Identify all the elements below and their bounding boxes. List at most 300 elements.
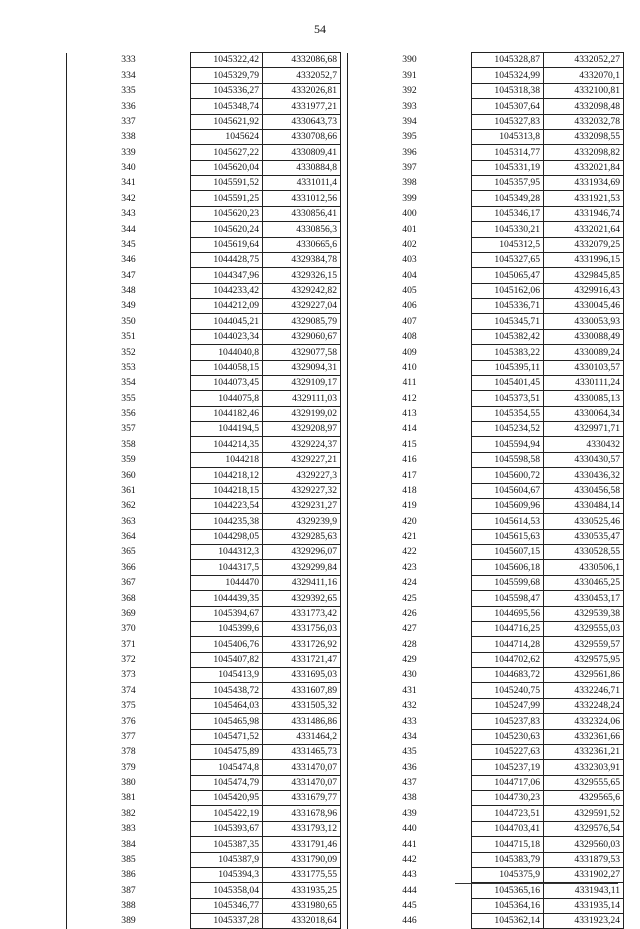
x-coordinate-cell: 1045420,95 <box>191 791 263 806</box>
point-number-cell: 439 <box>348 806 472 821</box>
x-coordinate-cell: 1044715,18 <box>472 837 544 852</box>
table-row <box>67 867 341 882</box>
point-number-cell: 373 <box>67 668 191 683</box>
x-coordinate-cell: 1044223,54 <box>191 498 263 513</box>
x-coordinate-cell: 1045327,83 <box>472 114 544 129</box>
x-coordinate-cell: 1045465,98 <box>191 714 263 729</box>
table-row <box>348 391 624 406</box>
x-coordinate-cell: 1045387,35 <box>191 837 263 852</box>
y-coordinate-cell: 4332098,82 <box>544 145 624 160</box>
table-row <box>67 191 341 206</box>
x-coordinate-cell: 1044218,12 <box>191 468 263 483</box>
point-number-cell: 394 <box>348 114 472 129</box>
x-coordinate-cell: 1045591,52 <box>191 176 263 191</box>
table-row <box>67 222 341 237</box>
x-coordinate-cell: 1045627,22 <box>191 145 263 160</box>
y-coordinate-cell: 4330103,57 <box>544 360 624 375</box>
y-coordinate-cell: 4331470,07 <box>263 760 341 775</box>
x-coordinate-cell: 1045336,27 <box>191 83 263 98</box>
point-number-cell: 438 <box>348 791 472 806</box>
table-row <box>348 837 624 852</box>
y-coordinate-cell: 4329227,04 <box>263 299 341 314</box>
table-row <box>67 452 341 467</box>
x-coordinate-cell: 1045162,06 <box>472 283 544 298</box>
point-number-cell: 425 <box>348 591 472 606</box>
point-number-cell: 397 <box>348 160 472 175</box>
x-coordinate-cell: 1044716,25 <box>472 621 544 636</box>
point-number-cell: 432 <box>348 698 472 713</box>
y-coordinate-cell: 4330809,41 <box>263 145 341 160</box>
point-number-cell: 368 <box>67 591 191 606</box>
point-number-cell: 378 <box>67 744 191 759</box>
y-coordinate-cell: 4329561,86 <box>544 668 624 683</box>
y-coordinate-cell: 4332032,78 <box>544 114 624 129</box>
y-coordinate-cell: 4330856,3 <box>263 222 341 237</box>
y-coordinate-cell: 4330465,25 <box>544 575 624 590</box>
point-number-cell: 418 <box>348 483 472 498</box>
x-coordinate-cell: 1045600,72 <box>472 468 544 483</box>
coordinates-table-right <box>347 52 624 929</box>
point-number-cell: 424 <box>348 575 472 590</box>
y-coordinate-cell: 4330436,32 <box>544 468 624 483</box>
point-number-cell: 401 <box>348 222 472 237</box>
y-coordinate-cell: 4331012,56 <box>263 191 341 206</box>
x-coordinate-cell: 1045336,71 <box>472 299 544 314</box>
x-coordinate-cell: 1045358,04 <box>191 883 263 898</box>
point-number-cell: 403 <box>348 252 472 267</box>
x-coordinate-cell: 1045234,52 <box>472 422 544 437</box>
x-coordinate-cell: 1045598,58 <box>472 452 544 467</box>
table-row <box>67 575 341 590</box>
y-coordinate-cell: 4329239,9 <box>263 514 341 529</box>
table-row <box>348 129 624 144</box>
point-number-cell: 409 <box>348 345 472 360</box>
y-coordinate-cell: 4329559,57 <box>544 637 624 652</box>
point-number-cell: 441 <box>348 837 472 852</box>
y-coordinate-cell: 4329296,07 <box>263 545 341 560</box>
y-coordinate-cell: 4331756,03 <box>263 621 341 636</box>
point-number-cell: 345 <box>67 237 191 252</box>
x-coordinate-cell: 1045387,9 <box>191 852 263 867</box>
point-number-cell: 398 <box>348 176 472 191</box>
x-coordinate-cell: 1045322,42 <box>191 53 263 68</box>
point-number-cell: 350 <box>67 314 191 329</box>
table-row <box>67 591 341 606</box>
x-coordinate-cell: 1045475,89 <box>191 744 263 759</box>
table-row <box>348 222 624 237</box>
y-coordinate-cell: 4332100,81 <box>544 83 624 98</box>
table-row <box>348 206 624 221</box>
point-number-cell: 389 <box>67 914 191 929</box>
x-coordinate-cell: 1045237,83 <box>472 714 544 729</box>
x-coordinate-cell: 1045609,96 <box>472 498 544 513</box>
point-number-cell: 336 <box>67 99 191 114</box>
point-number-cell: 405 <box>348 283 472 298</box>
table-row <box>67 898 341 913</box>
y-coordinate-cell: 4329555,65 <box>544 775 624 790</box>
x-coordinate-cell: 1045346,17 <box>472 206 544 221</box>
x-coordinate-cell: 1045314,77 <box>472 145 544 160</box>
point-number-cell: 407 <box>348 314 472 329</box>
x-coordinate-cell: 1044218,15 <box>191 483 263 498</box>
x-coordinate-cell: 1045318,38 <box>472 83 544 98</box>
table-row <box>348 852 624 867</box>
y-coordinate-cell: 4331726,92 <box>263 637 341 652</box>
table-row <box>67 83 341 98</box>
table-row <box>348 806 624 821</box>
point-number-cell: 388 <box>67 898 191 913</box>
y-coordinate-cell: 4331679,77 <box>263 791 341 806</box>
y-coordinate-cell: 4330111,24 <box>544 375 624 390</box>
table-row <box>67 652 341 667</box>
y-coordinate-cell: 4332303,91 <box>544 760 624 775</box>
point-number-cell: 435 <box>348 744 472 759</box>
y-coordinate-cell: 4329111,03 <box>263 391 341 406</box>
x-coordinate-cell: 1045407,82 <box>191 652 263 667</box>
x-coordinate-cell: 1045474,8 <box>191 760 263 775</box>
x-coordinate-cell: 1044075,8 <box>191 391 263 406</box>
point-number-cell: 369 <box>67 606 191 621</box>
point-number-cell: 437 <box>348 775 472 790</box>
table-row <box>348 237 624 252</box>
y-coordinate-cell: 4331977,21 <box>263 99 341 114</box>
table-row <box>67 129 341 144</box>
table-row <box>348 637 624 652</box>
point-number-cell: 375 <box>67 698 191 713</box>
table-row <box>67 268 341 283</box>
y-coordinate-cell: 4329227,3 <box>263 468 341 483</box>
point-number-cell: 357 <box>67 422 191 437</box>
x-coordinate-cell: 1045337,28 <box>191 914 263 929</box>
table-row <box>348 606 624 621</box>
point-number-cell: 445 <box>348 898 472 913</box>
table-row <box>67 237 341 252</box>
x-coordinate-cell: 1045349,28 <box>472 191 544 206</box>
y-coordinate-cell: 4330453,17 <box>544 591 624 606</box>
x-coordinate-cell: 1045620,24 <box>191 222 263 237</box>
y-coordinate-cell: 4331775,55 <box>263 867 341 882</box>
y-coordinate-cell: 4330525,46 <box>544 514 624 529</box>
y-coordinate-cell: 4332098,55 <box>544 129 624 144</box>
table-row <box>67 375 341 390</box>
table-row <box>348 360 624 375</box>
y-coordinate-cell: 4331934,69 <box>544 176 624 191</box>
coordinates-table-left <box>66 52 341 929</box>
footer-rule <box>455 883 618 884</box>
y-coordinate-cell: 4329575,95 <box>544 652 624 667</box>
x-coordinate-cell: 1045599,68 <box>472 575 544 590</box>
y-coordinate-cell: 4330045,46 <box>544 299 624 314</box>
y-coordinate-cell: 4332361,21 <box>544 744 624 759</box>
point-number-cell: 346 <box>67 252 191 267</box>
point-number-cell: 382 <box>67 806 191 821</box>
y-coordinate-cell: 4330053,93 <box>544 314 624 329</box>
y-coordinate-cell: 4332079,25 <box>544 237 624 252</box>
y-coordinate-cell: 4332324,06 <box>544 714 624 729</box>
point-number-cell: 430 <box>348 668 472 683</box>
table-row <box>67 114 341 129</box>
point-number-cell: 358 <box>67 437 191 452</box>
x-coordinate-cell: 1045354,55 <box>472 406 544 421</box>
point-number-cell: 365 <box>67 545 191 560</box>
table-row <box>67 360 341 375</box>
table-row <box>348 99 624 114</box>
y-coordinate-cell: 4332086,68 <box>263 53 341 68</box>
point-number-cell: 338 <box>67 129 191 144</box>
table-row <box>348 775 624 790</box>
table-row <box>67 729 341 744</box>
point-number-cell: 436 <box>348 760 472 775</box>
table-row <box>67 514 341 529</box>
x-coordinate-cell: 1045375,9 <box>472 867 544 882</box>
x-coordinate-cell: 1044714,28 <box>472 637 544 652</box>
table-row <box>348 422 624 437</box>
table-row <box>348 668 624 683</box>
table-row <box>348 621 624 636</box>
table-row <box>348 375 624 390</box>
x-coordinate-cell: 1044312,3 <box>191 545 263 560</box>
x-coordinate-cell: 1044218 <box>191 452 263 467</box>
x-coordinate-cell: 1044040,8 <box>191 345 263 360</box>
table-row <box>67 345 341 360</box>
x-coordinate-cell: 1044347,96 <box>191 268 263 283</box>
y-coordinate-cell: 4331695,03 <box>263 668 341 683</box>
y-coordinate-cell: 4332070,1 <box>544 68 624 83</box>
x-coordinate-cell: 1044703,41 <box>472 821 544 836</box>
y-coordinate-cell: 4330535,47 <box>544 529 624 544</box>
x-coordinate-cell: 1045327,65 <box>472 252 544 267</box>
point-number-cell: 366 <box>67 560 191 575</box>
point-number-cell: 412 <box>348 391 472 406</box>
point-number-cell: 395 <box>348 129 472 144</box>
table-row <box>67 406 341 421</box>
y-coordinate-cell: 4331505,32 <box>263 698 341 713</box>
x-coordinate-cell: 1044233,42 <box>191 283 263 298</box>
y-coordinate-cell: 4332248,24 <box>544 698 624 713</box>
x-coordinate-cell: 1045394,3 <box>191 867 263 882</box>
point-number-cell: 384 <box>67 837 191 852</box>
point-number-cell: 355 <box>67 391 191 406</box>
table-row <box>67 606 341 621</box>
x-coordinate-cell: 1045620,04 <box>191 160 263 175</box>
table-row <box>67 252 341 267</box>
table-row <box>67 545 341 560</box>
table-row <box>67 744 341 759</box>
point-number-cell: 374 <box>67 683 191 698</box>
point-number-cell: 387 <box>67 883 191 898</box>
x-coordinate-cell: 1044235,38 <box>191 514 263 529</box>
table-row <box>348 68 624 83</box>
table-row <box>348 160 624 175</box>
point-number-cell: 414 <box>348 422 472 437</box>
table-row <box>67 53 341 68</box>
table-row <box>67 498 341 513</box>
table-row <box>348 468 624 483</box>
table-row <box>67 914 341 929</box>
x-coordinate-cell: 1044317,5 <box>191 560 263 575</box>
x-coordinate-cell: 1044470 <box>191 575 263 590</box>
table-row <box>67 837 341 852</box>
table-row <box>348 529 624 544</box>
table-row <box>67 637 341 652</box>
point-number-cell: 411 <box>348 375 472 390</box>
y-coordinate-cell: 4330430,57 <box>544 452 624 467</box>
y-coordinate-cell: 4330643,73 <box>263 114 341 129</box>
y-coordinate-cell: 4332026,81 <box>263 83 341 98</box>
x-coordinate-cell: 1045307,64 <box>472 99 544 114</box>
x-coordinate-cell: 1045464,03 <box>191 698 263 713</box>
y-coordinate-cell: 4331011,4 <box>263 176 341 191</box>
table-row <box>348 176 624 191</box>
x-coordinate-cell: 1045594,94 <box>472 437 544 452</box>
point-number-cell: 341 <box>67 176 191 191</box>
x-coordinate-cell: 1045615,63 <box>472 529 544 544</box>
x-coordinate-cell: 1045607,15 <box>472 545 544 560</box>
y-coordinate-cell: 4330665,6 <box>263 237 341 252</box>
table-row <box>67 714 341 729</box>
table-row <box>67 698 341 713</box>
y-coordinate-cell: 4332052,7 <box>263 68 341 83</box>
y-coordinate-cell: 4331773,42 <box>263 606 341 621</box>
point-number-cell: 446 <box>348 914 472 929</box>
y-coordinate-cell: 4329555,03 <box>544 621 624 636</box>
y-coordinate-cell: 4329060,67 <box>263 329 341 344</box>
x-coordinate-cell: 1044045,21 <box>191 314 263 329</box>
y-coordinate-cell: 4329916,43 <box>544 283 624 298</box>
y-coordinate-cell: 4331721,47 <box>263 652 341 667</box>
table-row <box>348 437 624 452</box>
table-row <box>348 914 624 929</box>
x-coordinate-cell: 1045382,42 <box>472 329 544 344</box>
x-coordinate-cell: 1045413,9 <box>191 668 263 683</box>
point-number-cell: 370 <box>67 621 191 636</box>
point-number-cell: 337 <box>67 114 191 129</box>
table-row <box>348 145 624 160</box>
y-coordinate-cell: 4331793,12 <box>263 821 341 836</box>
y-coordinate-cell: 4329845,85 <box>544 268 624 283</box>
point-number-cell: 404 <box>348 268 472 283</box>
y-coordinate-cell: 4330456,58 <box>544 483 624 498</box>
table-row <box>348 483 624 498</box>
table-row <box>348 821 624 836</box>
table-row <box>67 422 341 437</box>
y-coordinate-cell: 4331879,53 <box>544 852 624 867</box>
x-coordinate-cell: 1045406,76 <box>191 637 263 652</box>
x-coordinate-cell: 1044439,35 <box>191 591 263 606</box>
table-row <box>348 545 624 560</box>
table-row <box>348 867 624 882</box>
y-coordinate-cell: 4332098,48 <box>544 99 624 114</box>
x-coordinate-cell: 1045606,18 <box>472 560 544 575</box>
x-coordinate-cell: 1045395,11 <box>472 360 544 375</box>
table-row <box>67 668 341 683</box>
point-number-cell: 429 <box>348 652 472 667</box>
x-coordinate-cell: 1044683,72 <box>472 668 544 683</box>
point-number-cell: 367 <box>67 575 191 590</box>
x-coordinate-cell: 1044723,51 <box>472 806 544 821</box>
table-row <box>348 498 624 513</box>
table-row <box>348 514 624 529</box>
y-coordinate-cell: 4329576,54 <box>544 821 624 836</box>
x-coordinate-cell: 1045362,14 <box>472 914 544 929</box>
point-number-cell: 334 <box>67 68 191 83</box>
point-number-cell: 347 <box>67 268 191 283</box>
point-number-cell: 380 <box>67 775 191 790</box>
y-coordinate-cell: 4331790,09 <box>263 852 341 867</box>
point-number-cell: 427 <box>348 621 472 636</box>
point-number-cell: 377 <box>67 729 191 744</box>
point-number-cell: 356 <box>67 406 191 421</box>
point-number-cell: 434 <box>348 729 472 744</box>
table-row <box>67 283 341 298</box>
point-number-cell: 349 <box>67 299 191 314</box>
table-row <box>67 683 341 698</box>
table-row <box>67 68 341 83</box>
point-number-cell: 406 <box>348 299 472 314</box>
table-row <box>348 591 624 606</box>
point-number-cell: 415 <box>348 437 472 452</box>
point-number-cell: 372 <box>67 652 191 667</box>
x-coordinate-cell: 1045330,21 <box>472 222 544 237</box>
table-row <box>348 683 624 698</box>
table-row <box>67 391 341 406</box>
y-coordinate-cell: 4329591,52 <box>544 806 624 821</box>
x-coordinate-cell: 1044428,75 <box>191 252 263 267</box>
x-coordinate-cell: 1045598,47 <box>472 591 544 606</box>
x-coordinate-cell: 1045383,79 <box>472 852 544 867</box>
y-coordinate-cell: 4331902,27 <box>544 867 624 882</box>
y-coordinate-cell: 4331923,24 <box>544 914 624 929</box>
point-number-cell: 342 <box>67 191 191 206</box>
table-row <box>348 744 624 759</box>
point-number-cell: 426 <box>348 606 472 621</box>
y-coordinate-cell: 4329242,82 <box>263 283 341 298</box>
y-coordinate-cell: 4329085,79 <box>263 314 341 329</box>
y-coordinate-cell: 4331486,86 <box>263 714 341 729</box>
point-number-cell: 428 <box>348 637 472 652</box>
y-coordinate-cell: 4329411,16 <box>263 575 341 590</box>
y-coordinate-cell: 4329094,31 <box>263 360 341 375</box>
y-coordinate-cell: 4329565,6 <box>544 791 624 806</box>
y-coordinate-cell: 4329109,17 <box>263 375 341 390</box>
table-row <box>348 406 624 421</box>
y-coordinate-cell: 4329384,78 <box>263 252 341 267</box>
table-row <box>348 883 624 898</box>
table-row <box>348 191 624 206</box>
x-coordinate-cell: 1045383,22 <box>472 345 544 360</box>
x-coordinate-cell: 1045591,25 <box>191 191 263 206</box>
table-row <box>67 483 341 498</box>
table-row <box>67 437 341 452</box>
table-row <box>348 283 624 298</box>
table-row <box>67 145 341 160</box>
x-coordinate-cell: 1044212,09 <box>191 299 263 314</box>
point-number-cell: 359 <box>67 452 191 467</box>
table-row <box>67 775 341 790</box>
y-coordinate-cell: 4330484,14 <box>544 498 624 513</box>
point-number-cell: 383 <box>67 821 191 836</box>
table-row <box>348 114 624 129</box>
x-coordinate-cell: 1045620,23 <box>191 206 263 221</box>
x-coordinate-cell: 1045422,19 <box>191 806 263 821</box>
y-coordinate-cell: 4329199,02 <box>263 406 341 421</box>
y-coordinate-cell: 4330089,24 <box>544 345 624 360</box>
y-coordinate-cell: 4330506,1 <box>544 560 624 575</box>
point-number-cell: 362 <box>67 498 191 513</box>
point-number-cell: 381 <box>67 791 191 806</box>
table-row <box>67 560 341 575</box>
y-coordinate-cell: 4331935,25 <box>263 883 341 898</box>
